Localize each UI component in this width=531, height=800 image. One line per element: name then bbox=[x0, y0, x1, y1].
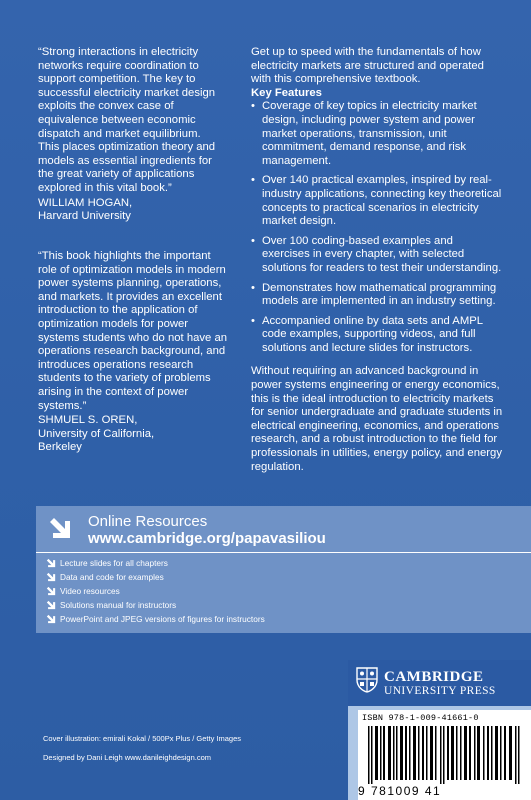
barcode-bars bbox=[368, 726, 528, 784]
credits bbox=[43, 729, 241, 767]
intro-text: Get up to speed with the fundamentals of how electricity markets are structured and operated with this comprehensive textbook. bbox=[251, 46, 484, 86]
key-feature-item: • Coverage of key topics in electricity market design, including power system and power market operations, transmission, unit commitment, demand response, and risk management. bbox=[251, 100, 503, 168]
cambridge-logo bbox=[348, 660, 531, 706]
arrow-down-right-icon bbox=[48, 516, 72, 540]
endorser-affiliation: University of California, bbox=[38, 427, 155, 440]
key-feature-item: • Accompanied online by data sets and AMPL code examples, supporting videos, and full solutions and lecture slides for instructors. bbox=[251, 315, 503, 356]
resource-label: PowerPoint and JPEG versions of figures for instructors bbox=[60, 614, 265, 624]
key-feature-item: • Over 140 practical examples, inspired by real-industry applications, connecting key theoretical concepts to practical scenarios in electricity market design. bbox=[251, 174, 503, 228]
key-feature-item: • Demonstrates how mathematical programming models are implemented in an industry setting. bbox=[251, 282, 503, 309]
barcode-digits: 9 781009 41 bbox=[358, 784, 442, 798]
online-resources-header bbox=[36, 506, 531, 551]
endorser-affiliation-line2: Berkeley bbox=[38, 441, 82, 454]
shield-icon bbox=[356, 667, 378, 693]
key-feature-item: • Over 100 coding-based examples and exercises in every chapter, with selected solutions for readers to test their understanding. bbox=[251, 235, 503, 276]
book-description bbox=[251, 46, 503, 474]
endorsement-attribution bbox=[38, 197, 223, 224]
resource-item bbox=[46, 598, 265, 612]
endorsement-oren bbox=[38, 250, 228, 455]
resource-label: Video resources bbox=[60, 586, 120, 596]
summary-text: Without requiring an advanced background in power systems engineering or energy economics, this is the ideal introduction to electricity markets for senior undergraduate and graduate students in electrical engineering, economics, and operations research, and a robust introduction to the field for professionals in utilities, energy policy, and energy regulation. bbox=[251, 365, 503, 473]
resource-list bbox=[46, 556, 265, 626]
resource-label: Data and code for examples bbox=[60, 572, 164, 582]
design-credit: Designed by Dani Leigh www.danileighdesign.com bbox=[43, 753, 212, 762]
publisher-box bbox=[348, 660, 531, 800]
key-features-heading: Key Features bbox=[251, 86, 322, 99]
resource-item bbox=[46, 556, 265, 570]
arrow-down-right-icon bbox=[46, 572, 56, 582]
publisher-press: UNIVERSITY PRESS bbox=[384, 685, 496, 697]
endorsement-hogan bbox=[38, 46, 223, 224]
endorser-name: SHMUEL S. OREN, bbox=[38, 414, 138, 427]
online-resources-title: Online Resources bbox=[88, 513, 208, 530]
resource-item bbox=[46, 570, 265, 584]
cover-credit: Cover illustration: emirali Kokal / 500Px Plus / Getty Images bbox=[43, 734, 241, 743]
resource-item bbox=[46, 584, 265, 598]
publisher-name: CAMBRIDGE bbox=[384, 669, 484, 685]
arrow-down-right-icon bbox=[46, 558, 56, 568]
arrow-down-right-icon bbox=[46, 600, 56, 610]
online-resources-link[interactable]: www.cambridge.org/papavasiliou bbox=[88, 530, 326, 547]
resource-item bbox=[46, 612, 265, 626]
key-features-list bbox=[251, 100, 503, 355]
arrow-down-right-icon bbox=[46, 586, 56, 596]
isbn-text: ISBN 978-1-009-41661-0 bbox=[362, 713, 479, 723]
resource-label: Lecture slides for all chapters bbox=[60, 558, 168, 568]
endorser-name: WILLIAM HOGAN, bbox=[38, 196, 133, 209]
divider bbox=[36, 552, 531, 553]
endorsement-text: “Strong interactions in electricity networks require coordination to support competition. The key to successful electricity market design exploits the convex case of equivalence between economic dispatch and market equilibrium. This places optimization theory and models as essential ingredients for the great variety of applications explored in this vital book.” bbox=[38, 46, 216, 194]
online-resources-panel bbox=[36, 506, 531, 633]
resource-label: Solutions manual for instructors bbox=[60, 600, 177, 610]
endorsement-attribution bbox=[38, 414, 228, 455]
arrow-down-right-icon bbox=[46, 614, 56, 624]
endorser-affiliation: Harvard University bbox=[38, 210, 131, 223]
barcode bbox=[358, 710, 531, 800]
endorsement-text: “This book highlights the important role of optimization models in modern power systems planning, operations, and markets. It provides an excellent introduction to the application of optimization models for power systems students who do not have an operations research background, and introduces operations research students to the variety of problems arising in the context of power systems.” bbox=[38, 250, 228, 412]
